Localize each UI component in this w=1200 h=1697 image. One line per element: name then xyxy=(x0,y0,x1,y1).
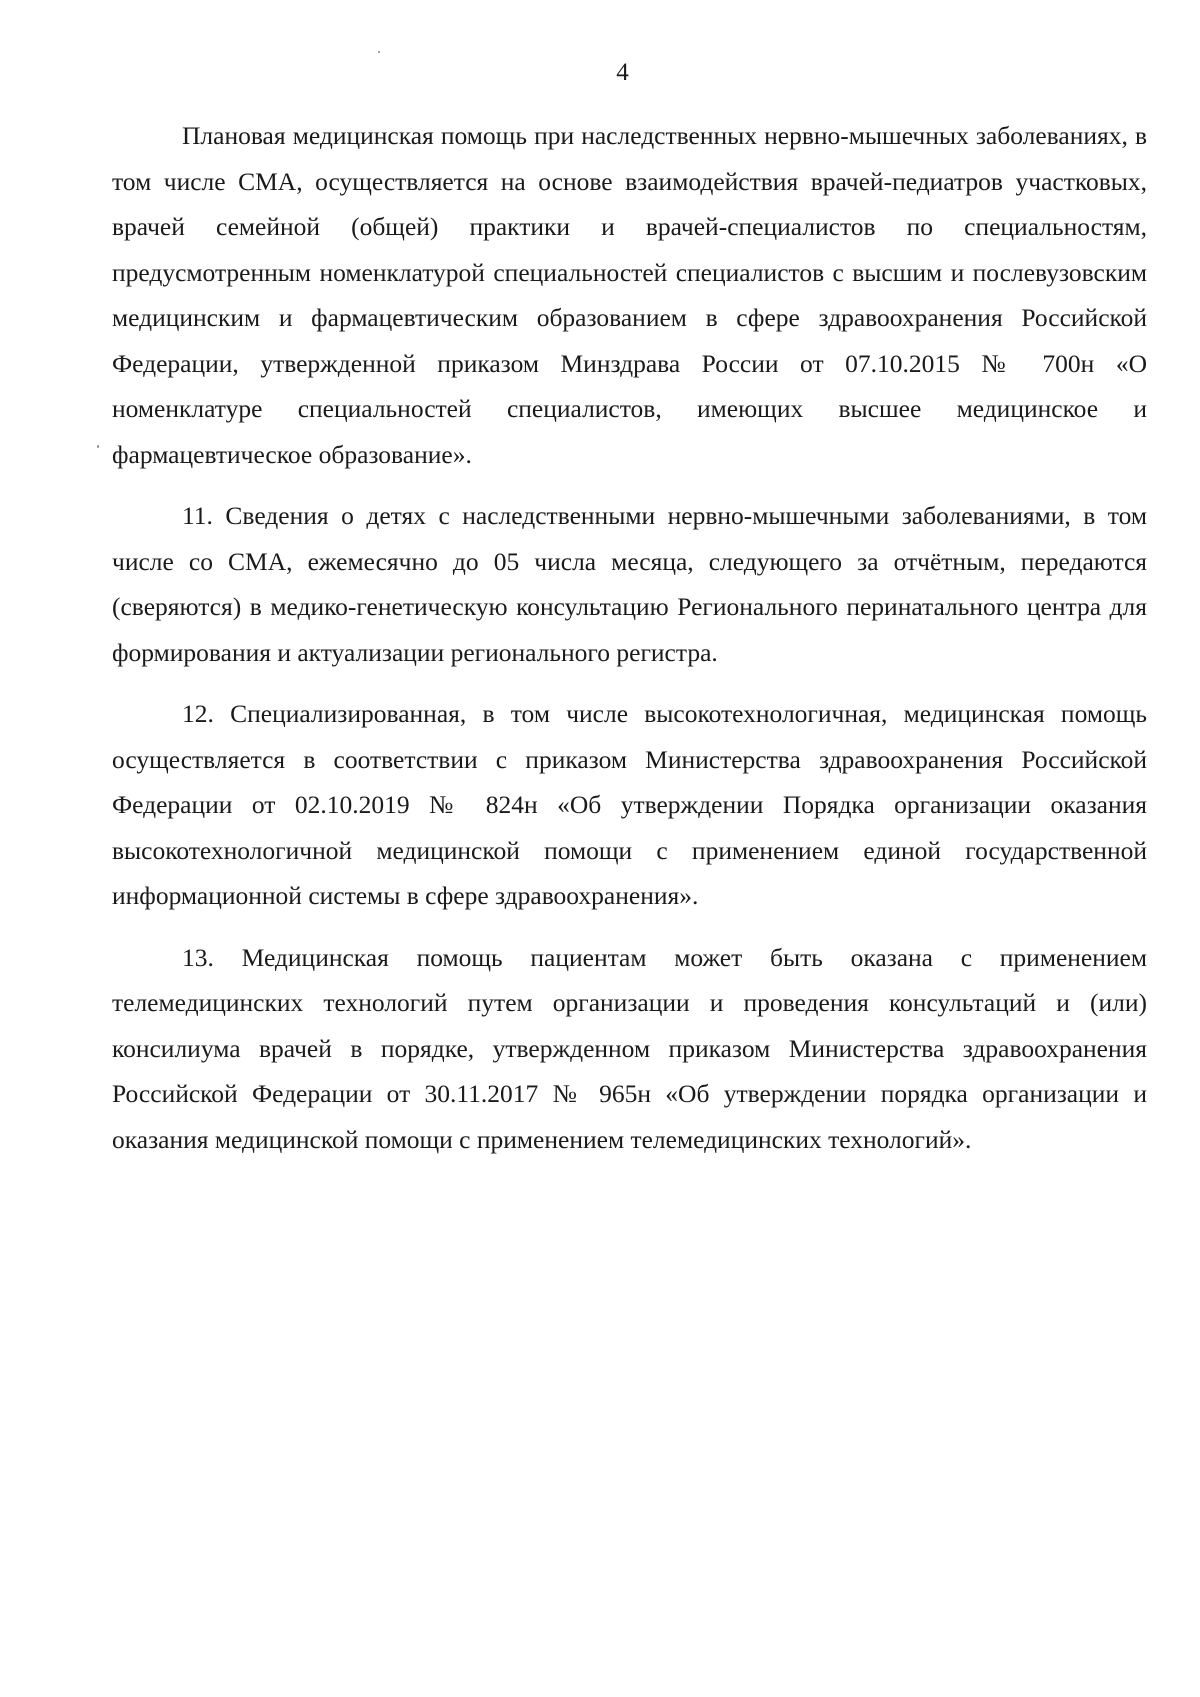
scan-speck xyxy=(378,51,380,53)
scan-speck xyxy=(97,445,99,448)
page-number: 4 xyxy=(616,59,629,86)
paragraph-12-specialized-care: 12. Специализированная, в том числе высокотехнологичная, медицинская помощь осуществляется в соответствии с приказом Министерства здравоохранения Российской Федерации от 02.10.2019 № 824н «Об утверждении Порядка организации оказания высокотехнологичной медицинской помощи с применением единой государственной информационной системы в сфере здравоохранения». xyxy=(112,699,1147,910)
paragraph-13-telemedicine: 13. Медицинская помощь пациентам может быть оказана с применением телемедицинских технологий путем организации и проведения консультаций и (или) консилиума врачей в порядке, утвержденном приказом Министерства здравоохранения Российской Федерации от 30.11.2017 № 965н «Об утверждении порядка организации и оказания медицинской помощи с применением телемедицинских технологий». xyxy=(112,942,1147,1154)
paragraph-11-registry: 11. Сведения о детях с наследственными нервно-мышечными заболеваниями, в том числе со СМА, ежемесячно до 05 числа месяца, следующего за отчётным, передаются (сверяются) в медико-генетическую консультацию Регионального перинатального центра для формирования и актуализации регионального регистра. xyxy=(112,501,1147,667)
paragraph-planned-care: Плановая медицинская помощь при наследственных нервно-мышечных заболеваниях, в том числе СМА, осуществляется на основе взаимодействия врачей-педиатров участковых, врачей семейной (общей) практики и врачей-специалистов по специальностям, предусмотренным номенклатурой специальностей специалистов с высшим и послевузовским медицинским и фармацевтическим образованием в сфере здравоохранения Российской Федерации, утвержденной приказом Минздрава России от 07.10.2015 № 700н «О номенклатуре специальностей специалистов, имеющих высшее медицинское и фармацевтическое образование». xyxy=(112,121,1147,469)
document-body xyxy=(112,113,1147,1178)
